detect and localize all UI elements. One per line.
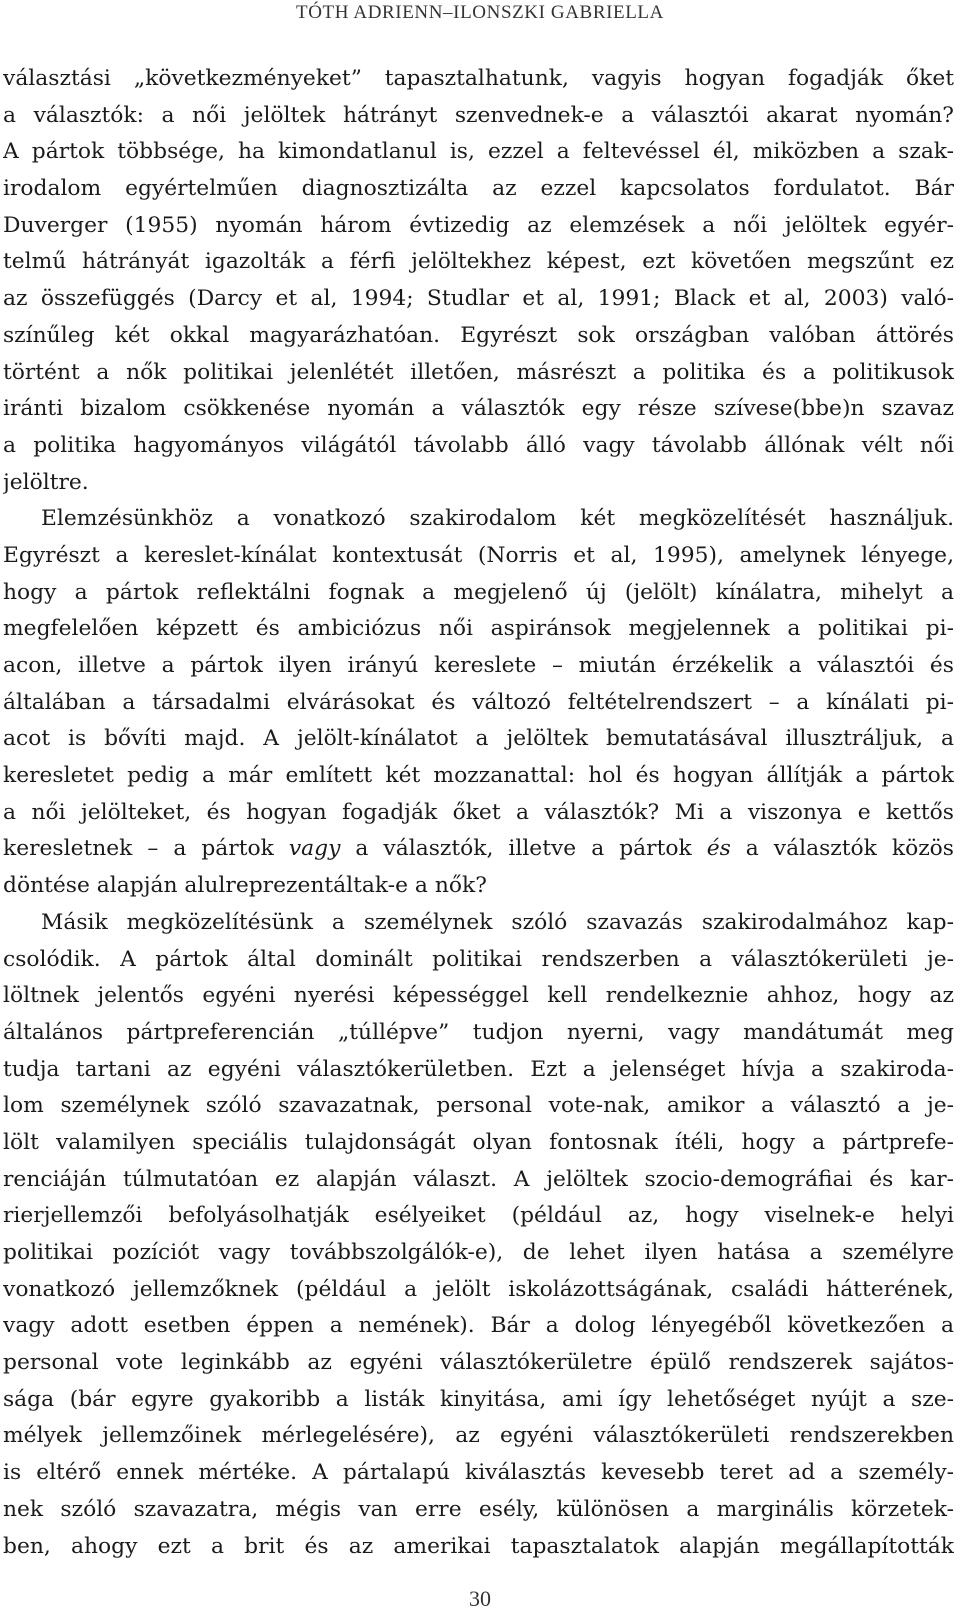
text-line: is eltérő ennek mértéke. A pártalapú kiválasztás kevesebb teret ad a személy- xyxy=(3,1460,954,1486)
body-text xyxy=(3,61,954,1565)
text-line: löltnek jelentős egyéni nyerési képességgel kell rendelkeznie ahhoz, hogy az xyxy=(3,983,954,1009)
text-run: a választók közös xyxy=(730,836,954,862)
text-run: a választók, illetve a pártok xyxy=(340,836,707,862)
text-run: keresletnek – a pártok xyxy=(3,836,289,862)
italic-term: vagy xyxy=(288,836,341,862)
text-line: politikai pozíciót vagy továbbszolgálók-e), de lehet ilyen hatása a személyre xyxy=(3,1240,954,1265)
text-line: personal vote leginkább az egyéni választókerületre épülő rendszerek sajátos- xyxy=(3,1350,954,1376)
text-line: iránti bizalom csökkenése nyomán a választók egy része szívese(bbe)n szavaz xyxy=(3,396,954,422)
text-line: színűleg két okkal magyarázhatóan. Egyrészt sok országban valóban áttörés xyxy=(3,322,954,348)
text-line: Elemzésünkhöz a vonatkozó szakirodalom két megközelítését használjuk. xyxy=(41,506,954,532)
text-line: nek szóló szavazatra, mégis van erre esély, különösen a marginális körzetek- xyxy=(3,1496,954,1522)
text-line: választási „következményeket” tapasztalhatunk, vagyis hogyan fogadják őket xyxy=(3,66,954,91)
text-line: a női jelölteket, és hogyan fogadják őket a választók? Mi a viszonya e kettős xyxy=(3,799,954,825)
text-line: csolódik. A pártok által dominált politikai rendszerben a választókerületi je- xyxy=(3,946,954,972)
text-line: Egyrészt a kereslet-kínálat kontextusát (Norris et al, 1995), amelynek lényege, xyxy=(3,542,954,568)
text-line-with-italics xyxy=(3,831,954,868)
text-line: ben, ahogy ezt a brit és az amerikai tapasztalatok alapján megállapították xyxy=(3,1533,954,1559)
text-line: acon, illetve a pártok ilyen irányú kereslete – miután érzékelik a választói és xyxy=(3,653,954,678)
text-line: lölt valamilyen speciális tulajdonságát olyan fontosnak ítéli, hogy a pártprefe- xyxy=(3,1129,954,1155)
running-head: TÓTH ADRIENN–ILONSZKI GABRIELLA xyxy=(296,2,664,23)
text-line: a választók: a női jelöltek hátrányt szenvednek-e a választói akarat nyomán? xyxy=(3,102,954,128)
text-line: Duverger (1955) nyomán három évtizedig az elemzések a női jelöltek egyér- xyxy=(3,212,954,238)
text-line: irodalom egyértelműen diagnosztizálta az ezzel kapcsolatos fordulatot. Bár xyxy=(3,176,954,202)
text-line: hogy a pártok reflektálni fognak a megjelenő új (jelölt) kínálatra, mihelyt a xyxy=(3,579,954,605)
text-line: vagy adott esetben éppen a nemének). Bár a dolog lényegéből következően a xyxy=(3,1313,954,1339)
text-line: megfelelően képzett és ambiciózus női aspiránsok megjelennek a politikai pi- xyxy=(3,616,954,642)
text-line: Másik megközelítésünk a személynek szóló szavazás szakirodalmához kap- xyxy=(41,909,954,935)
text-line: a politika hagyományos világától távolabb álló vagy távolabb állónak vélt női xyxy=(3,432,954,458)
text-line: általános pártpreferencián „túllépve” tudjon nyerni, vagy mandátumát meg xyxy=(3,1019,954,1045)
text-line: sága (bár egyre gyakoribb a listák kinyitása, ami így lehetőséget nyújt a sze- xyxy=(3,1386,954,1412)
text-line: döntése alapján alulreprezentáltak-e a nők? xyxy=(3,873,487,899)
page-number: 30 xyxy=(469,1586,491,1611)
text-line: történt a nők politikai jelenlétét illetően, másrészt a politika és a politikusok xyxy=(3,359,954,385)
text-line: jelöltre. xyxy=(3,469,89,495)
text-line: keresletet pedig a már említett két mozzanattal: hol és hogyan állítják a pártok xyxy=(3,763,954,789)
text-line: az összefüggés (Darcy et al, 1994; Studlar et al, 1991; Black et al, 2003) való- xyxy=(3,286,954,312)
text-line: acot is bővíti majd. A jelölt-kínálatot a jelöltek bemutatásával illusztráljuk, a xyxy=(3,726,954,752)
text-line: rierjellemzői befolyásolhatják esélyeiket (például az, hogy viselnek-e helyi xyxy=(3,1203,954,1229)
text-line: vonatkozó jellemzőknek (például a jelölt iskolázottságának, családi hátterének, xyxy=(3,1276,954,1302)
text-line: telmű hátrányát igazolták a férfi jelöltekhez képest, ezt követően megszűnt ez xyxy=(3,249,954,275)
text-line: A pártok többsége, ha kimondatlanul is, ezzel a feltevéssel él, miközben a szak- xyxy=(3,139,954,165)
text-line: renciáján túlmutatóan ez alapján választ. A jelöltek szocio-demográfiai és kar- xyxy=(3,1166,954,1192)
italic-term: és xyxy=(706,836,731,862)
text-line: lom személynek szóló szavazatnak, personal vote-nak, amikor a választó a je- xyxy=(3,1093,954,1119)
text-line: mélyek jellemzőinek mérlegelésére), az egyéni választókerületi rendszerekben xyxy=(3,1423,954,1449)
text-line: tudja tartani az egyéni választókerületben. Ezt a jelenséget hívja a szakiroda- xyxy=(3,1056,954,1082)
text-line: általában a társadalmi elvárásokat és változó feltételrendszert – a kínálati pi- xyxy=(3,689,954,715)
